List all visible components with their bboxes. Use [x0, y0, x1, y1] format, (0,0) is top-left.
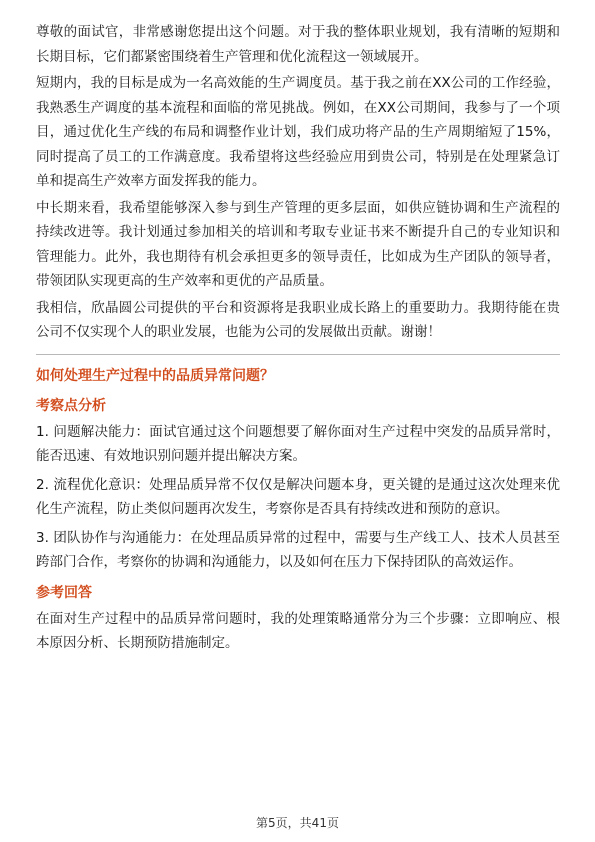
page-footer: 第5页，共41页 — [256, 816, 339, 830]
intro-paragraph-2: 短期内，我的目标是成为一名高效能的生产调度员。基于我之前在XX公司的工作经验，我熟悉生产调度的基本流程和面临的常见挑战。例如，在XX公司期间，我参与了一个项目，通过优化生产线的布局和调整作业计划，我们成功将产品的生产周期缩短了15%，同时提高了员工的工作满意度。我希望将这些经验应用到贵公司，特别是在处理紧急订单和提高生产效率方面发挥我的能力。 — [36, 75, 560, 189]
intro-paragraph-1: 尊敬的面试官，非常感谢您提出这个问题。对于我的整体职业规划，我有清晰的短期和长期目标，它们都紧密围绕着生产管理和优化流程这一领域展开。 — [36, 24, 560, 65]
section-divider — [36, 354, 560, 355]
answer-heading: 参考回答 — [36, 584, 92, 601]
analysis-item-3: 3. 团队协作与沟通能力：在处理品质异常的过程中，需要与生产线工人、技术人员甚至跨部门合作，考察你的协调和沟通能力，以及如何在压力下保持团队的高效运作。 — [36, 529, 560, 570]
analysis-item-1: 1. 问题解决能力：面试官通过这个问题想要了解你面对生产过程中突发的品质异常时，能否迅速、有效地识别问题并提出解决方案。 — [36, 423, 560, 464]
intro-paragraph-4: 我相信，欣晶圆公司提供的平台和资源将是我职业成长路上的重要助力。我期待能在贵公司不仅实现个人的职业发展，也能为公司的发展做出贡献。谢谢！ — [36, 299, 560, 340]
analysis-item-2: 2. 流程优化意识：处理品质异常不仅仅是解决问题本身，更关键的是通过这次处理来优化生产流程，防止类似问题再次发生，考察你是否具有持续改进和预防的意识。 — [36, 476, 560, 517]
analysis-heading: 考察点分析 — [36, 397, 106, 414]
answer-paragraph: 在面对生产过程中的品质异常问题时，我的处理策略通常分为三个步骤：立即响应、根本原因分析、长期预防措施制定。 — [36, 610, 560, 651]
question-title: 如何处理生产过程中的品质异常问题？ — [36, 367, 274, 384]
document-body — [36, 20, 560, 658]
intro-paragraph-3: 中长期来看，我希望能够深入参与到生产管理的更多层面，如供应链协调和生产流程的持续改进等。我计划通过参加相关的培训和考取专业证书来不断提升自己的专业知识和管理能力。此外，我也期待有机会承担更多的领导责任，比如成为生产团队的领导者，带领团队实现更高的生产效率和更优的产品质量。 — [36, 199, 560, 289]
